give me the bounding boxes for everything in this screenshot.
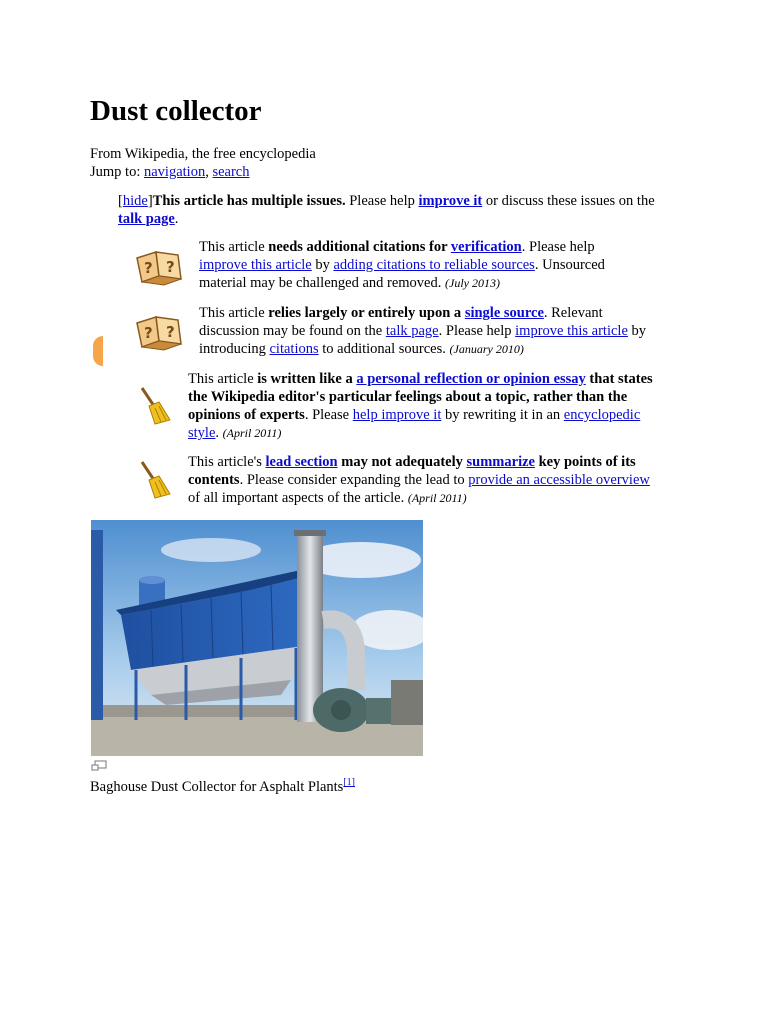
talk-page-link[interactable]: talk page [118,211,175,227]
jump-search-link[interactable]: search [212,164,250,180]
site-subtitle: From Wikipedia, the free encyclopedia [90,146,316,162]
page-title: Dust collector [90,95,262,127]
svg-text:?: ? [166,323,175,341]
book-question-icon [134,311,184,351]
issue-lead-section [188,453,658,507]
issue-text: . Please consider expanding the lead to [239,472,469,488]
issue-bold: is written like a [257,371,357,387]
issues-text: Please help [345,193,419,209]
issue-single-source [199,304,649,358]
encyclopedic-style-link[interactable]: encyclopedic style [188,407,641,441]
issue-text: by rewriting it in an [441,407,564,423]
multiple-issues-header [118,192,663,228]
bracket-close: ] [147,193,153,209]
citations-link[interactable]: citations [269,341,319,357]
issue-text: . Please [304,407,353,423]
summarize-link[interactable]: summarize [466,454,535,470]
issue-date: (April 2011) [222,426,282,440]
jump-navigation-link[interactable]: navigation [143,164,206,180]
enlarge-icon[interactable] [91,760,107,772]
issue-essay [188,370,658,442]
issue-text: This article [199,239,269,255]
svg-text:?: ? [166,258,175,276]
broom-icon [137,460,173,500]
issue-text: This article [188,371,258,387]
jump-label: Jump to: [90,164,144,180]
single-source-link[interactable]: single source [464,305,544,321]
accessible-overview-link[interactable]: provide an accessible overview [468,472,650,488]
issues-end: . [174,211,179,227]
issue-citations [199,238,629,292]
issue-date: (April 2011) [407,491,467,505]
partial-circle-icon [93,336,103,366]
help-improve-link[interactable]: help improve it [352,407,442,423]
opinion-essay-link[interactable]: a personal reflection or opinion essay [356,371,586,387]
issue-text: . Please help [521,239,595,255]
issue-text: This article's [188,454,266,470]
issue-bold: key points of its contents [188,454,636,488]
issue-date: (July 2013) [445,276,500,290]
issue-text: by [311,257,334,273]
broom-icon [137,386,173,426]
issue-text: . [215,425,223,441]
caption-text: Baghouse Dust Collector for Asphalt Plants [90,778,344,795]
bracket-open: [ [118,193,123,209]
svg-text:?: ? [144,259,153,277]
issue-text: of all important aspects of the article. [188,490,408,506]
lead-section-link[interactable]: lead section [265,454,338,470]
issues-text-2: or discuss these issues on the [482,193,655,209]
improve-article-link-2[interactable]: improve this article [515,323,628,339]
baghouse-photo[interactable] [91,520,423,756]
image-caption [90,774,355,796]
reference-link[interactable]: [1] [343,777,355,788]
svg-text:?: ? [144,324,153,342]
book-question-icon [134,246,184,286]
issue-text: to additional sources. [318,341,450,357]
jump-sep: , [205,164,213,180]
issue-text: by introducing [199,323,647,357]
issue-bold: relies largely or entirely upon a [268,305,465,321]
issue-text: . Unsourced material may be challenged and removed. [199,257,605,291]
issue-date: (January 2010) [449,342,524,356]
issue-text: . Relevant discussion may be found on the [199,305,603,339]
improve-it-link[interactable]: improve it [418,193,483,209]
talk-page-link-2[interactable]: talk page [385,323,439,339]
improve-article-link[interactable]: improve this article [199,257,312,273]
jump-to [90,164,249,181]
issue-bold: may not adequately [337,454,467,470]
issue-bold: needs additional citations for [268,239,451,255]
hide-link[interactable]: hide [122,193,148,209]
issue-text: . Please help [438,323,516,339]
verification-link[interactable]: verification [450,239,522,255]
adding-citations-link[interactable]: adding citations to reliable sources [333,257,535,273]
issue-bold: that states the Wikipedia editor's particular feelings about a topic, rather than the opinions of experts [188,371,653,423]
issues-heading: This article has multiple issues. [152,193,346,209]
issue-text: This article [199,305,269,321]
